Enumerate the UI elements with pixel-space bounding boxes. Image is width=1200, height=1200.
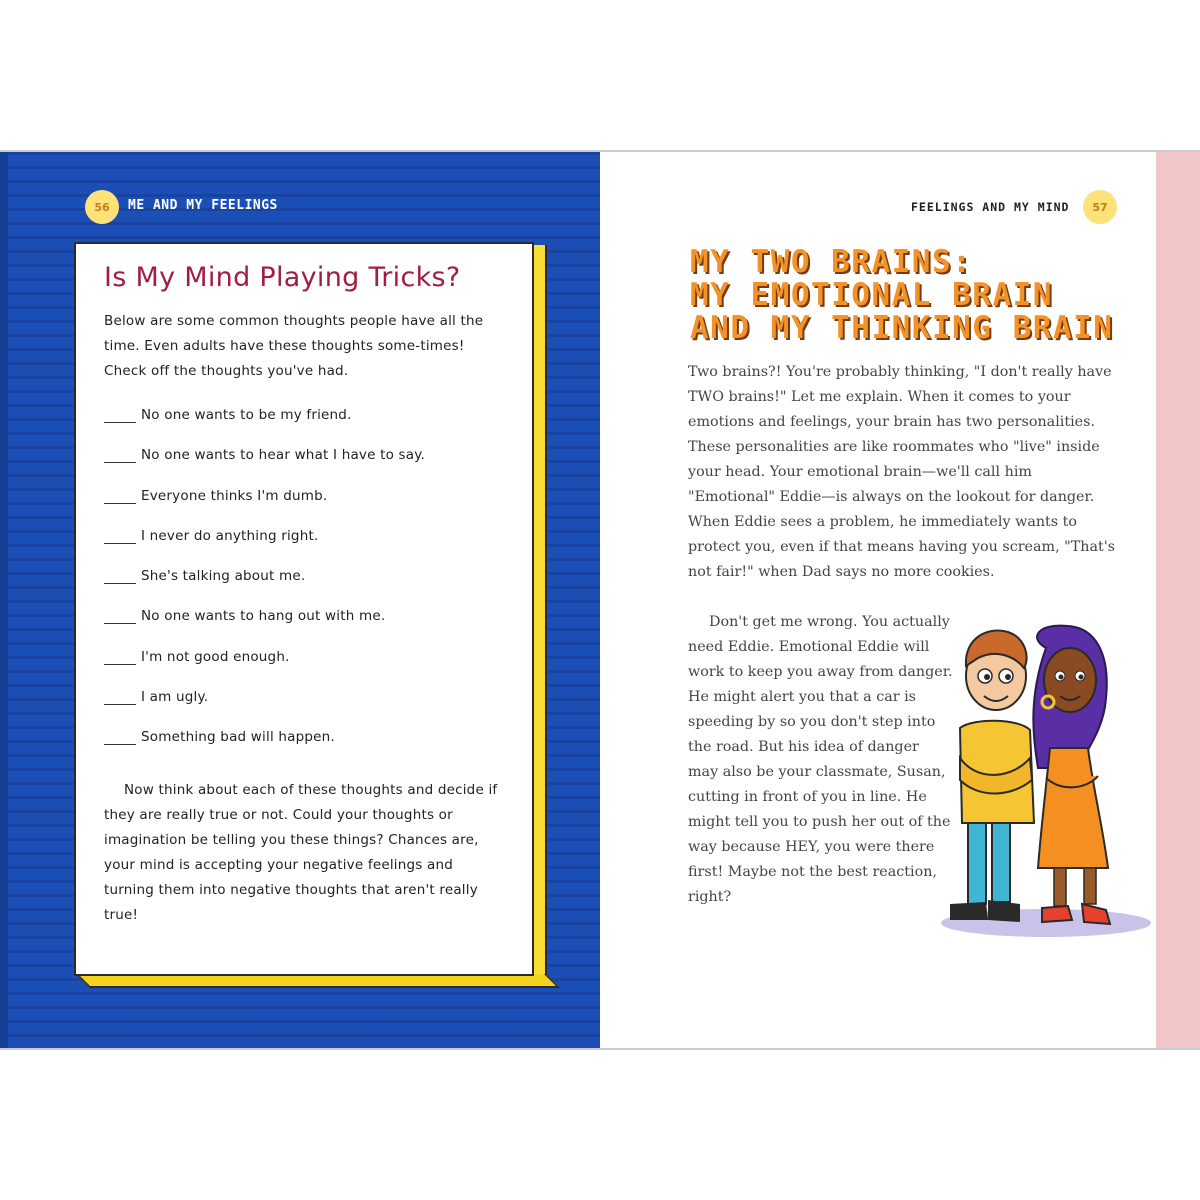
- checkbox-blank[interactable]: [104, 488, 136, 504]
- checklist-item: [104, 568, 514, 608]
- checklist-item-label: No one wants to hang out with me.: [141, 608, 386, 625]
- body-paragraph-1: Two brains?! You're probably thinking, "I don't really have TWO brains!" Let me explain. When it comes to your emotions and feelings, your brain has two personalities. These personalities are like roommates who "live" inside your head. Your emotional brain—we'll call him "Emotional" Eddie—is always on the lookout for danger. When Eddie sees a problem, he immediately wants to protect you, even if that means having you scream, "That's not fair!" when Dad says no more cookies.: [688, 364, 1116, 580]
- right-page-number: 57: [1083, 190, 1117, 224]
- card-3d-edge-bottom: [76, 974, 560, 988]
- left-running-header: ME AND MY FEELINGS: [128, 198, 278, 213]
- kids-illustration: [938, 618, 1154, 948]
- checklist-item: [104, 528, 514, 568]
- checklist-item: [104, 407, 514, 447]
- checklist-item: [104, 729, 514, 769]
- checklist-item-label: Something bad will happen.: [141, 729, 335, 746]
- thought-checklist: [104, 407, 514, 770]
- checkbox-blank[interactable]: [104, 528, 136, 544]
- card-intro: Below are some common thoughts people have all the time. Even adults have these thoughts some-times! Check off the thoughts you've had.: [104, 313, 484, 379]
- checkbox-blank[interactable]: [104, 447, 136, 463]
- card-title: Is My Mind Playing Tricks?: [104, 262, 461, 293]
- card-3d-edge-right: [533, 245, 547, 980]
- checklist-item: [104, 488, 514, 528]
- checklist-item-label: I never do anything right.: [141, 527, 319, 544]
- checkbox-blank[interactable]: [104, 689, 136, 705]
- checklist-item: [104, 689, 514, 729]
- checklist-item: [104, 649, 514, 689]
- checkbox-blank[interactable]: [104, 729, 136, 745]
- left-page: [0, 152, 600, 1048]
- heading-line: AND MY THINKING BRAIN: [690, 310, 1114, 346]
- card-outro: Now think about each of these thoughts and decide if they are really true or not. Could your thoughts or imagination be telling you these things? Chances are, your mind is accepting your negative feelings and turning them into negative thoughts that aren't really true!: [104, 782, 498, 923]
- checklist-item: [104, 608, 514, 648]
- left-page-number: 56: [85, 190, 119, 224]
- checkbox-blank[interactable]: [104, 568, 136, 584]
- checklist-item-label: No one wants to hear what I have to say.: [141, 447, 426, 464]
- right-running-header: FEELINGS AND MY MIND: [911, 200, 1070, 214]
- checkbox-blank[interactable]: [104, 649, 136, 665]
- chapter-heading: [690, 246, 1113, 345]
- checkbox-blank[interactable]: [104, 608, 136, 624]
- heading-line: MY TWO BRAINS:: [690, 244, 973, 280]
- checklist-item-label: I am ugly.: [141, 689, 209, 706]
- checklist-item-label: She's talking about me.: [141, 568, 306, 585]
- checklist-item-label: No one wants to be my friend.: [141, 407, 352, 423]
- checklist-item-label: I'm not good enough.: [141, 648, 290, 665]
- heading-line: MY EMOTIONAL BRAIN: [690, 277, 1053, 313]
- checkbox-blank[interactable]: [104, 407, 136, 423]
- checklist-item-label: Everyone thinks I'm dumb.: [141, 487, 328, 504]
- page-edge-pink: [1156, 152, 1200, 1048]
- body-paragraph-2: Don't get me wrong. You actually need Eddie. Emotional Eddie will work to keep you away from danger. He might alert you that a car is speeding by so you don't step into the road. But his idea of danger may also be your classmate, Susan, cutting in front of you in line. He might tell you to push her out of the way because HEY, you were there first! Maybe not the best reaction, right?: [688, 614, 953, 905]
- activity-card: [74, 242, 534, 976]
- checklist-item: [104, 447, 514, 487]
